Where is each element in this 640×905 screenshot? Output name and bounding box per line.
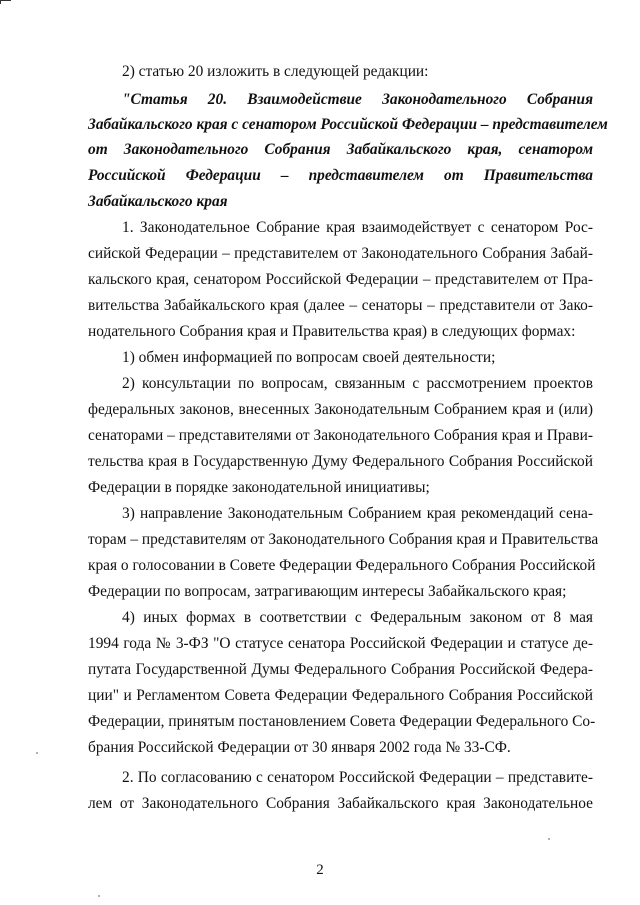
paragraph-line: 3) направление Законодательным Собранием края рекомендаций сена-	[122, 505, 593, 522]
paragraph-line: нодательного Собрания края и Правительства края) в следующих формах:	[88, 323, 576, 340]
paragraph-line: торам – представителям от Законодательного Собрания края и Правительства	[88, 531, 599, 548]
paragraph-line: тельства края в Государственную Думу Федерального Собрания Российской	[88, 453, 593, 470]
scan-speck	[548, 838, 550, 840]
paragraph-line: 2) консультации по вопросам, связанным с рассмотрением проектов	[122, 375, 593, 392]
paragraph-line: Федерации в порядке законодательной инициативы;	[88, 479, 430, 496]
paragraph-line: федеральных законов, внесенных Законодательным Собранием края и (или)	[88, 401, 593, 418]
paragraph-line: брания Российской Федерации от 30 января 2002 года № 33-СФ.	[88, 739, 511, 756]
page-number: 2	[316, 862, 324, 878]
scan-speck	[36, 752, 38, 754]
article-heading-line: Российской Федерации – представителем от Правительства	[88, 167, 593, 184]
article-heading-line: Забайкальского края с сенатором Российской Федерации – представителем	[88, 116, 608, 133]
paragraph-line: 2) статью 20 изложить в следующей редакции:	[122, 63, 429, 80]
article-heading-line: "Статья 20. Взаимодействие Законодательного Собрания	[122, 91, 593, 108]
paragraph-line: края о голосовании в Совете Федерации Федерального Собрания Российской	[88, 557, 596, 574]
article-heading-line: Забайкальского края	[88, 193, 228, 210]
paragraph-line: лем от Законодательного Собрания Забайкальского края Законодательное	[88, 795, 593, 812]
paragraph-line: 1994 года № 3-ФЗ "О статусе сенатора Российской Федерации и статусе де-	[88, 635, 593, 652]
paragraph-line: Федерации, принятым постановлением Совета Федерации Федерального Со-	[88, 713, 596, 730]
scan-corner-mark	[0, 0, 11, 4]
paragraph-line: сенаторами – представителями от Законодательного Собрания края и Прави-	[88, 427, 593, 444]
paragraph-line: Федерации по вопросам, затрагивающим интересы Забайкальского края;	[88, 583, 567, 600]
paragraph-line: 1. Законодательное Собрание края взаимодействует с сенатором Рос-	[122, 219, 593, 236]
article-heading-line: от Законодательного Собрания Забайкальского края, сенатором	[88, 141, 593, 158]
paragraph-line: сийской Федерации – представителем от Законодательного Собрания Забай-	[88, 245, 593, 262]
paragraph-line: вительства Забайкальского края (далее – сенаторы – представители от Зако-	[88, 297, 593, 314]
paragraph-line: кальского края, сенатором Российской Федерации – представителем от Пра-	[88, 271, 593, 288]
scan-speck	[98, 895, 100, 897]
paragraph-line: 1) обмен информацией по вопросам своей деятельности;	[122, 349, 496, 366]
paragraph-line: ции" и Регламентом Совета Федерации Федерального Собрания Российской	[88, 687, 593, 704]
paragraph-line: 4) иных формах в соответствии с Федеральным законом от 8 мая	[122, 609, 593, 626]
paragraph-line: 2. По согласованию с сенатором Российской Федерации – представите-	[122, 769, 593, 786]
paragraph-line: путата Государственной Думы Федерального Собрания Российской Федера-	[88, 661, 593, 678]
